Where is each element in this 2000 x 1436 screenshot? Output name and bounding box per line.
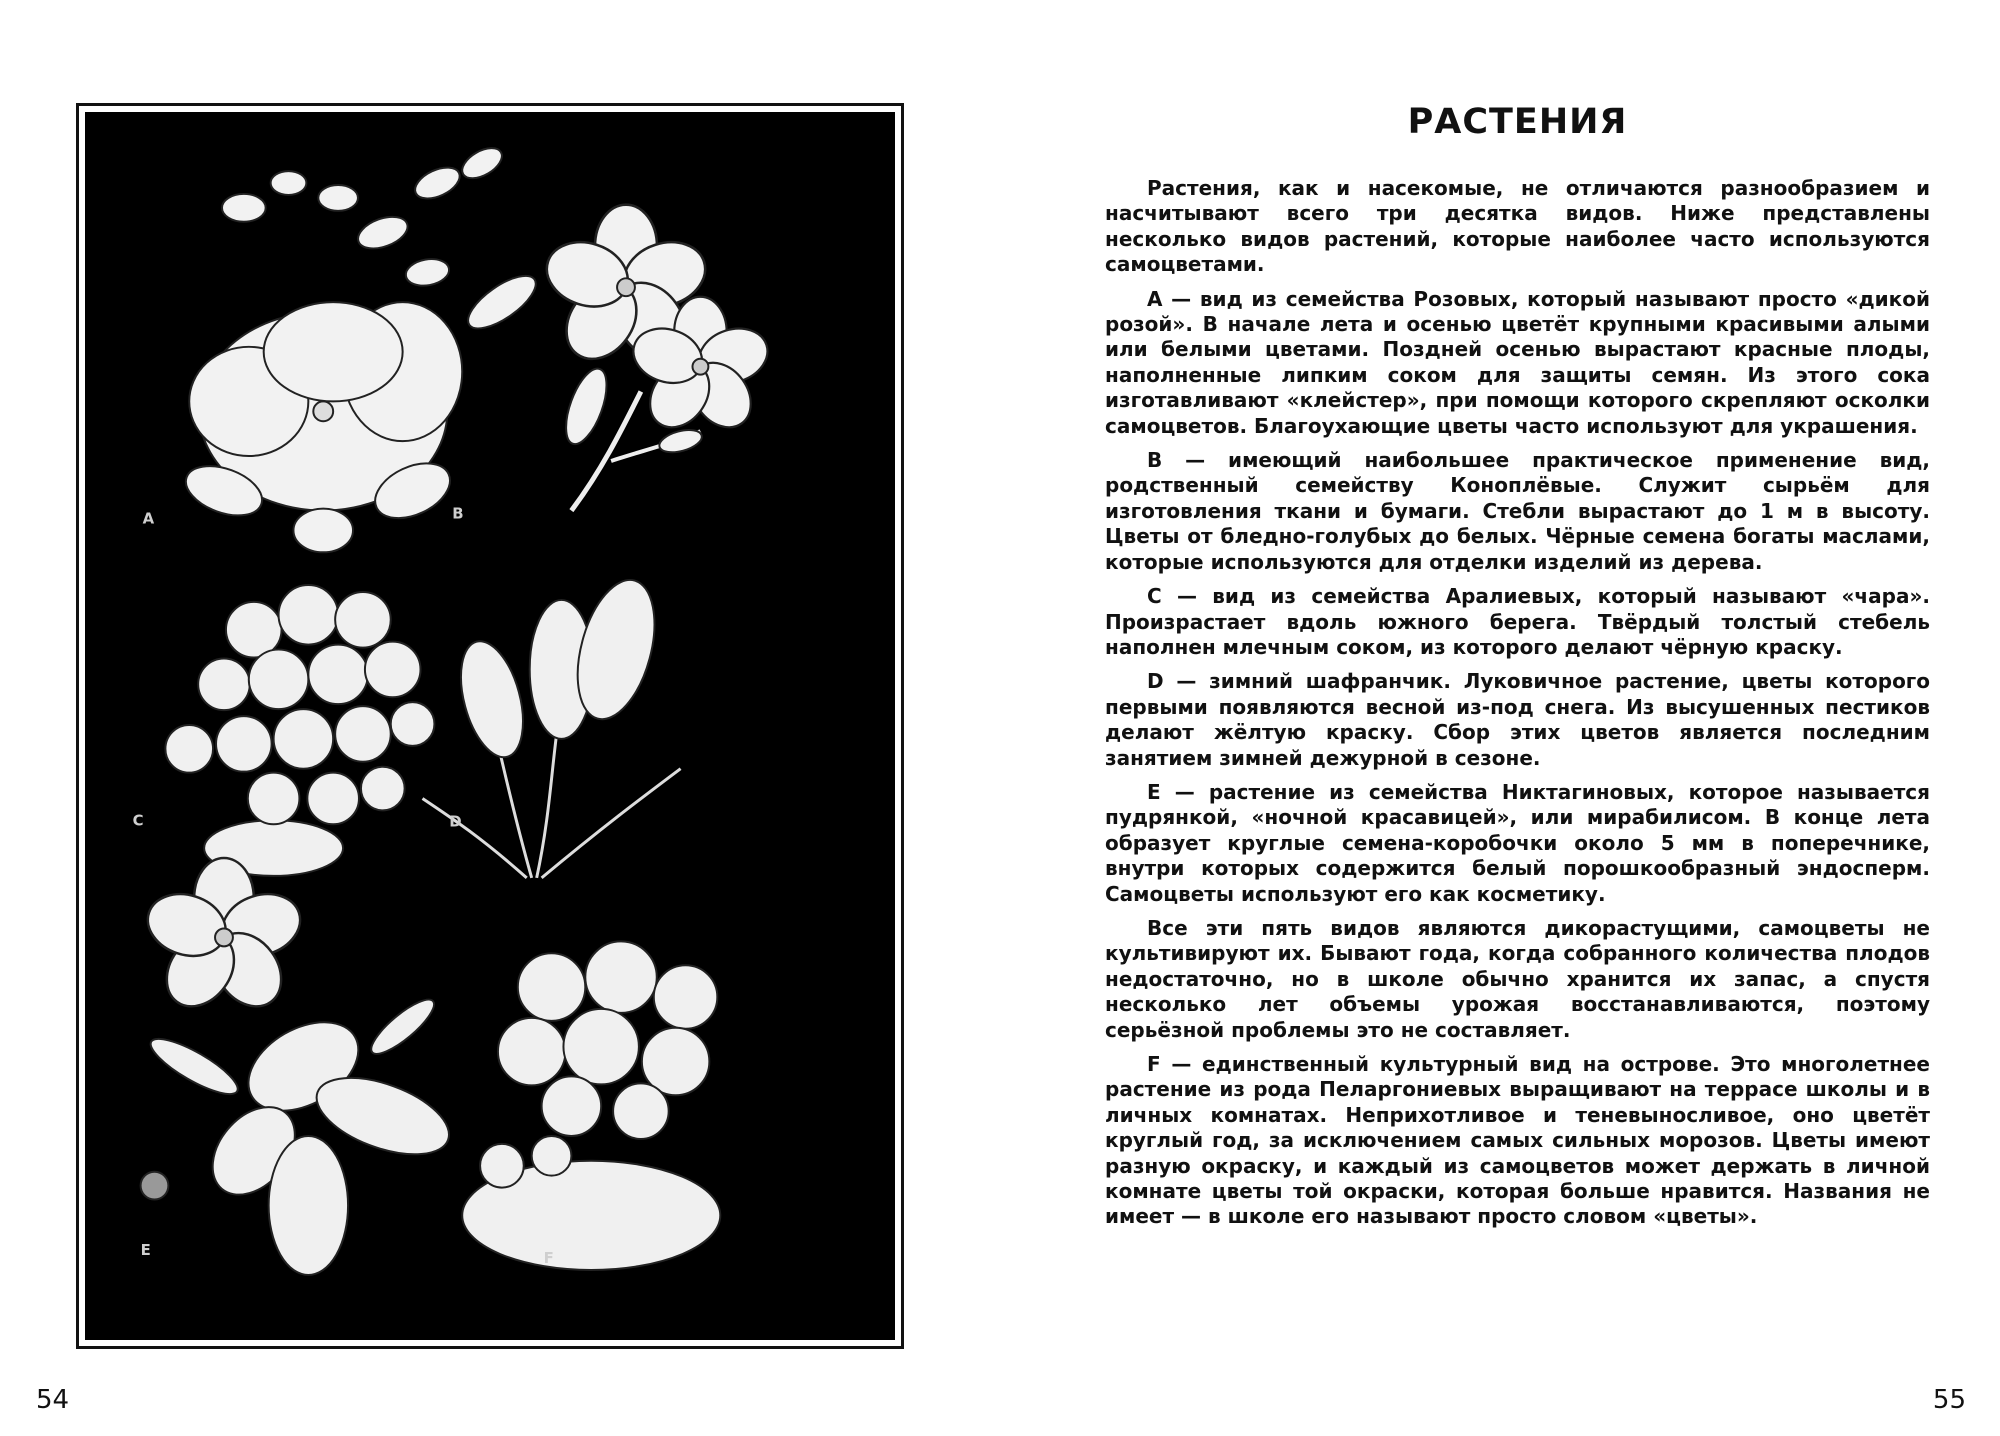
drawing-b-flower <box>538 205 774 511</box>
paragraph-f: F — единственный культурный вид на острове. Это многолетнее растение из рода Пеларгониевых выращивают на террасе школы и в личных комнатах. Неприхотливое и теневыносливое, оно цветёт круглый год, за исключением самых сильных морозов. Цветы имеют разную окраску, и каждый из самоцветов может держать в личной комнате цветы той окраски, которая больше нравится. Названия не имеет — в школе его называют просто словом «цветы». <box>1105 1052 1930 1229</box>
page-number-left: 54 <box>36 1385 70 1415</box>
drawing-a-wild-rose <box>179 142 543 552</box>
paragraph-intro: Растения, как и насекомые, не отличаются разнообразием и насчитывают всего три десятка видов. Ниже представлены несколько видов растений, которые наиболее часто используются самоцветами. <box>1105 176 1930 277</box>
label-a: A <box>142 509 155 528</box>
drawing-d-crocus <box>423 572 681 878</box>
plant-drawings <box>85 112 895 1340</box>
label-f: F <box>543 1249 554 1268</box>
paragraph-summary: Все эти пять видов являются дикорастущими, самоцветы не культивируют их. Бывают года, когда собранного количества плодов недостаточно, но в школе обычно хранится их запас, а спустя несколько лет объемы урожая восстанавливаются, поэтому серьёзной проблемы это не составляет. <box>1105 915 1930 1042</box>
paragraph-e: E — растение из семейства Никтагиновых, которое называется пудрянкой, «ночной красавицей», или мирабилисом. В конце лета образует круглые семена-коробочки около 5 мм в поперечнике, внутри которых содержится белый порошкообразный эндосперм. Самоцветы используют его как косметику. <box>1105 779 1930 906</box>
plant-illustration <box>85 112 895 1340</box>
plant-illustration-frame <box>76 103 904 1349</box>
drawing-e-mirabilis <box>140 858 459 1275</box>
drawing-f-pelargonium <box>462 941 720 1270</box>
label-c: C <box>132 811 144 830</box>
drawing-c-cluster <box>165 585 434 876</box>
page-number-right: 55 <box>1932 1385 1966 1415</box>
paragraph-c: C — вид из семейства Аралиевых, который называют «чара». Произрастает вдоль южного берега. Твёрдый толстый стебель наполнен млечным соком, из которого делают чёрную краску. <box>1105 584 1930 659</box>
page-title: РАСТЕНИЯ <box>1407 102 1628 142</box>
label-d: D <box>449 812 462 831</box>
text-column <box>1105 98 1930 1239</box>
paragraph-d: D — зимний шафранчик. Луковичное растение, цветы которого первыми появляются весной из-под снега. Из высушенных пестиков делают жёлтую краску. Сбор этих цветов является последним занятием зимней дежурной в сезоне. <box>1105 669 1930 770</box>
paragraph-b: B — имеющий наибольшее практическое применение вид, родственный семейству Коноплёвые. Служит сырьём для изготовления ткани и бумаги. Стебли вырастают до 1 м в высоту. Цветы от бледно-голубых до белых. Чёрные семена богаты маслами, которые используются для отделки изделий из дерева. <box>1105 448 1930 574</box>
paragraph-a: A — вид из семейства Розовых, который называют просто «дикой розой». В начале лета и осенью цветёт крупными красивыми алыми или белыми цветами. Поздней осенью вырастают красные плоды, наполненные липким соком для защиты семян. Из этого сока изготавливают «клейстер», при помощи которого скрепляют осколки самоцветов. Благоухающие цветы часто используют для украшения. <box>1105 286 1930 438</box>
label-e: E <box>140 1241 151 1260</box>
label-b: B <box>452 504 464 523</box>
